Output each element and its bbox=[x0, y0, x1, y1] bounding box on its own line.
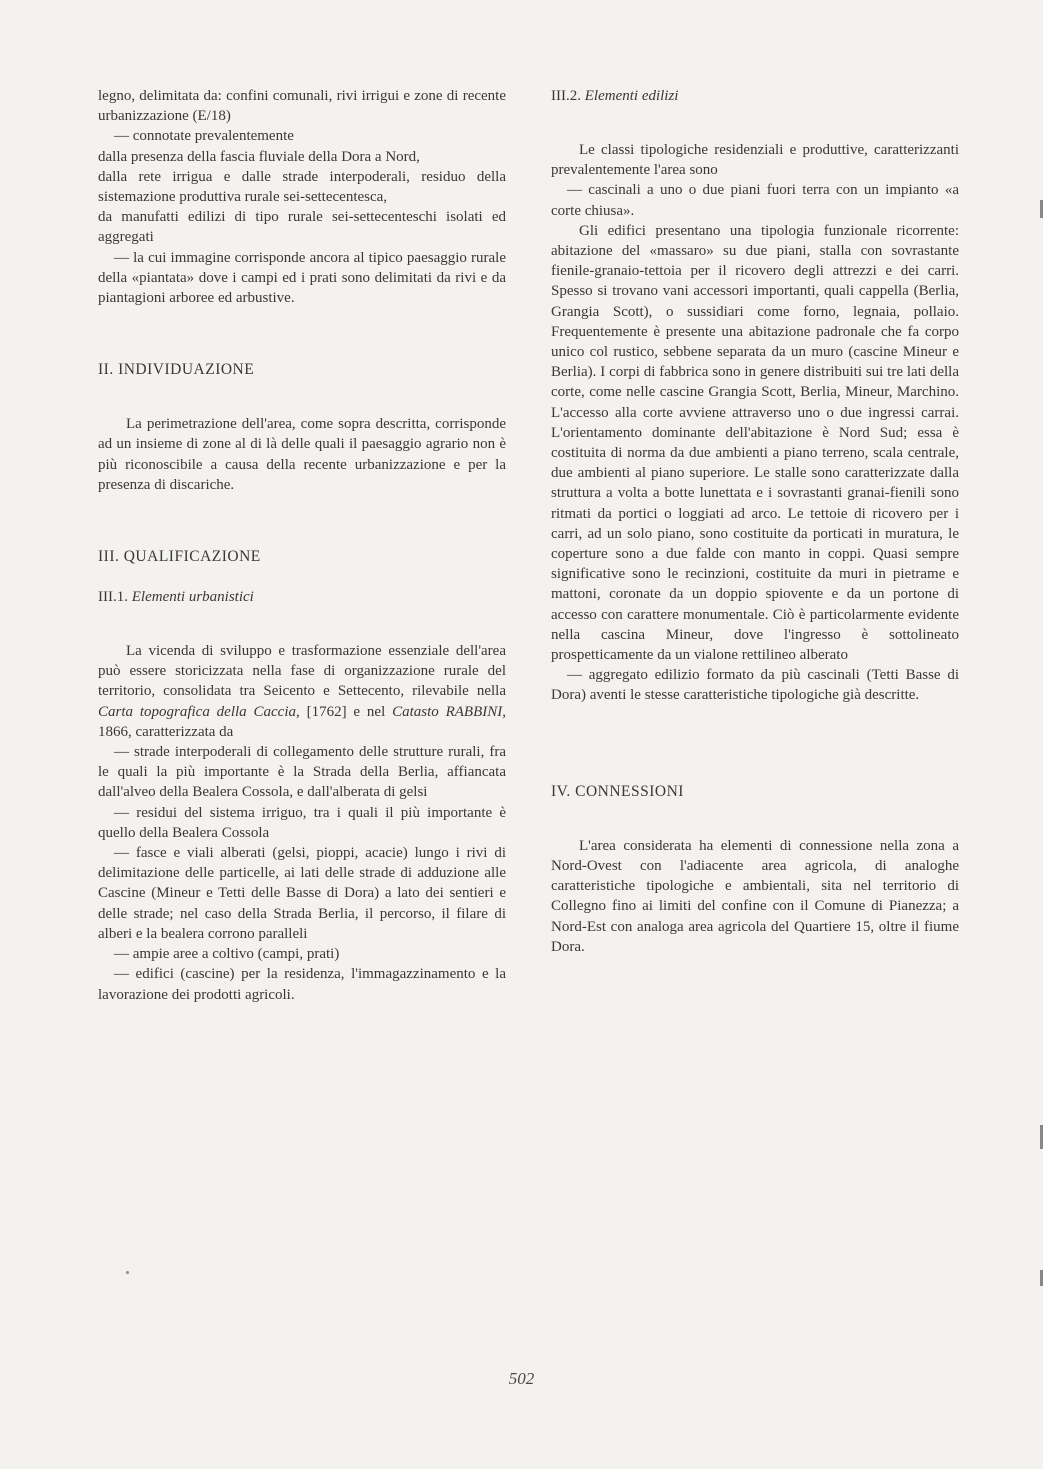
right-column bbox=[551, 86, 959, 957]
paragraph: dalla presenza della fascia fluviale della Dora a Nord, bbox=[98, 148, 420, 165]
scan-speck bbox=[126, 1271, 129, 1274]
citation-carta: Carta topografica della Caccia bbox=[98, 703, 296, 720]
section-heading-individuazione: II. INDIVIDUAZIONE bbox=[98, 361, 255, 379]
list-item: — aggregato edilizio formato da più cascinali (Tetti Basse di Dora) aventi le stesse caratteristiche tipologiche già descritte. bbox=[551, 667, 959, 704]
paragraph: legno, delimitata da: confini comunali, rivi irrigui e zone di recente urbanizzazione (E/18) bbox=[98, 88, 506, 125]
section-heading-qualificazione: III. QUALIFICAZIONE bbox=[98, 548, 261, 566]
list-item: — cascinali a uno o due piani fuori terra con un impianto «a corte chiusa». bbox=[551, 182, 959, 219]
paragraph: da manufatti edilizi di tipo rurale sei-settecenteschi isolati ed aggregati bbox=[98, 209, 506, 246]
paragraph: Gli edifici presentano una tipologia funzionale ricorrente: abitazione del «massaro» su due piani, stalla con sovrastante fienile-granaio-tettoia per il ricovero degli attrezzi e dei carri. Spesso si trovano vani accessori importanti, quali cappella (Berlia, Grangia Scott), o sussidiari come forno, legnaia, pollaio. Frequentemente è presente una abitazione padronale che fa corpo unico col rustico, sebbene separata da un muro (cascine Mineur e Berlia). I corpi di fabbrica sono in genere distribuiti sui tre lati della corte, come nelle cascine Grangia Scott, Berlia, Mineur, Marchino. L'accesso alla corte avviene attraverso uno o due ingressi carrai. L'orientamento dominante dell'abitazione è Nord Sud; essa è costituita di norma da due ambienti a piano terreno, scala centrale, due ambienti al piano superiore. Le stalle sono caratterizzate dalla struttura a volta a botte lunettata e i sovrastanti granai-fienili sono ritmati da portici o loggiati ad arco. Le tettoie di ricovero per i carri, ad un solo piano, sono costituite da porticati in muratura, le coperture sono a due falde con manto in coppi. Quasi sempre significative sono le recinzioni, costituite da muri in pietrame e mattoni, coronate da un doppio spiovente e da un portone di accesso con carattere monumentale. Ciò è particolarmente evidente nella cascina Mineur, dove l'ingresso è sottolineato prospetticamente da un vialone rettilineo alberato bbox=[551, 222, 959, 664]
paragraph: L'area considerata ha elementi di connessione nella zona a Nord-Ovest con l'adiacente area agricola, di analoghe caratteristiche tipologiche e ambientali, sita nel territorio di Collegno fino ai limiti del confine con il Comune di Pianezza; a Nord-Est con analoga area agricola del Quartiere 15, oltre il fiume Dora. bbox=[551, 837, 959, 955]
paragraph: Le classi tipologiche residenziali e produttive, caratterizzanti prevalentemente l'area sono bbox=[551, 142, 959, 179]
subsection-heading-urbanistici bbox=[98, 587, 506, 607]
list-item: — la cui immagine corrisponde ancora al tipico paesaggio rurale della «piantata» dove i campi ed i prati sono delimitati da rivi e da piantagioni arboree ed arbustive. bbox=[98, 249, 506, 307]
paragraph: La vicenda di sviluppo e trasformazione essenziale dell'area può essere storicizzata nella fase di organizzazione rurale del territorio, consolidata tra Seicento e Settecento, rilevabile nella Carta topografica della Caccia, [1762] e nel Catasto RABBINI, 1866, caratterizzata da bbox=[98, 643, 506, 740]
subsection-title: Elementi urbanistici bbox=[131, 589, 254, 606]
page-number: 502 bbox=[508, 1369, 535, 1388]
subsection-number: III.1. bbox=[98, 589, 128, 606]
list-item: — residui del sistema irriguo, tra i quali il più importante è quello della Bealera Cossola bbox=[98, 804, 506, 841]
left-column bbox=[98, 86, 506, 1005]
subsection-heading-edilizi bbox=[551, 86, 959, 106]
list-item: — fasce e viali alberati (gelsi, pioppi, acacie) lungo i rivi di delimitazione delle particelle, ai lati delle strade di adduzione alle Cascine (Mineur e Tetti delle Basse di Dora) a lato dei sentieri e delle strade; nel caso della Strada Berlia, il percorso, il filare di alberi e la bealera corrono paralleli bbox=[98, 845, 506, 942]
paragraph: dalla rete irrigua e dalle strade interpoderali, residuo della sistemazione produttiva rurale sei-settecentesca, bbox=[98, 168, 506, 206]
subsection-title: Elementi edilizi bbox=[584, 88, 679, 104]
list-item: — connotate prevalentemente bbox=[114, 128, 294, 145]
subsection-number: III.2. bbox=[551, 88, 581, 104]
list-item: — strade interpoderali di collegamento delle strutture rurali, fra le quali la più importante è la Strada della Berlia, affiancata dall'alveo della Bealera Cossola, e dall'alberata di gelsi bbox=[98, 744, 506, 801]
list-item: — ampie aree a coltivo (campi, prati) bbox=[114, 946, 340, 963]
paragraph: La perimetrazione dell'area, come sopra descritta, corrisponde ad un insieme di zone al di là delle quali il paesaggio agrario non è più riconoscibile a causa della recente urbanizzazione e per la presenza di discariche. bbox=[98, 416, 506, 493]
citation-catasto: Catasto RABBINI bbox=[392, 703, 503, 720]
list-item: — edifici (cascine) per la residenza, l'immagazzinamento e la lavorazione dei prodotti agricoli. bbox=[98, 966, 506, 1003]
section-heading-connessioni: IV. CONNESSIONI bbox=[551, 782, 684, 800]
